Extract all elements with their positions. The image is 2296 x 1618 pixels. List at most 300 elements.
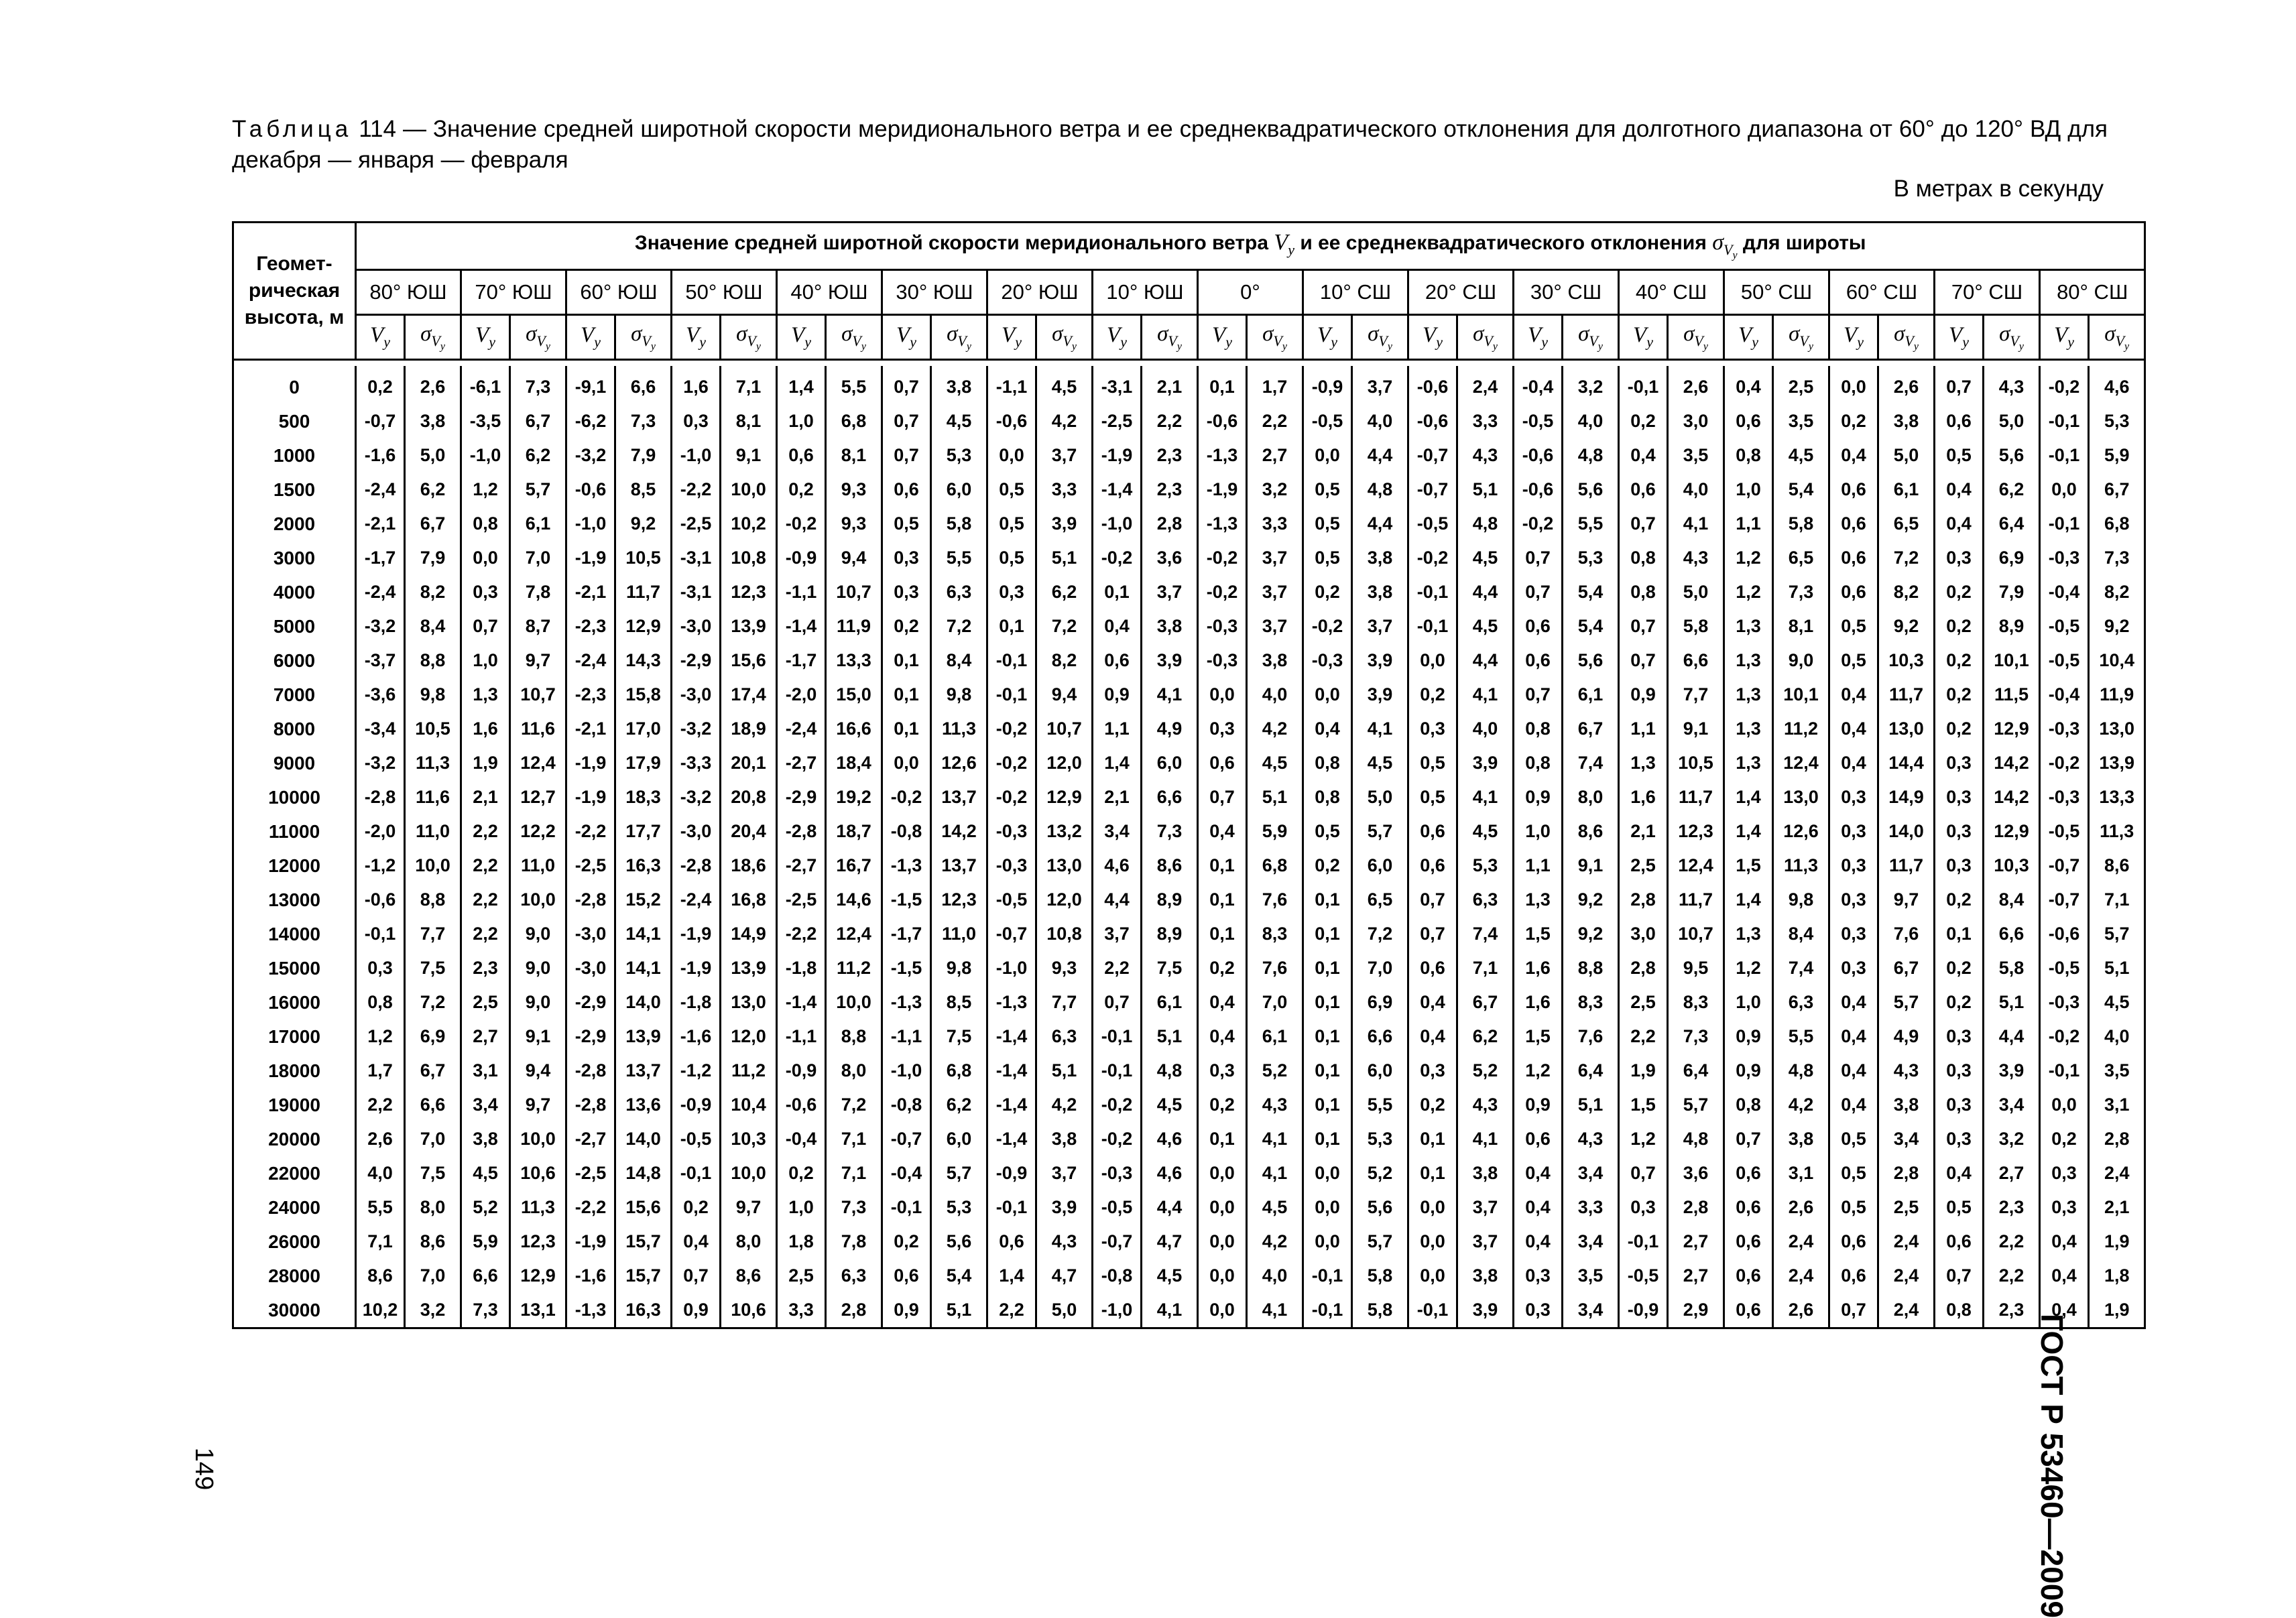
std-deviation-cell: 2,3 (1984, 1293, 2040, 1328)
mean-velocity-cell: -0,2 (1408, 541, 1457, 575)
std-deviation-cell: 11,3 (405, 746, 461, 780)
std-deviation-cell: 5,8 (1984, 951, 2040, 985)
mean-velocity-cell: 3,4 (461, 1088, 510, 1122)
std-deviation-cell: 13,0 (1036, 849, 1093, 883)
mean-velocity-cell: -0,8 (882, 814, 931, 849)
mean-velocity-cell: 0,4 (1829, 1054, 1878, 1088)
table-row (233, 883, 2145, 917)
std-deviation-cell: 5,3 (931, 1190, 987, 1225)
mean-velocity-cell: 0,2 (1198, 951, 1247, 985)
mean-velocity-cell: -0,2 (1514, 507, 1563, 541)
std-deviation-cell: 3,9 (1352, 643, 1408, 678)
mean-velocity-symbol: $V_y$ (2040, 315, 2089, 360)
mean-velocity-cell: 0,6 (1724, 1225, 1773, 1259)
mean-velocity-cell: 0,0 (1829, 366, 1878, 404)
mean-velocity-cell: 0,3 (1829, 883, 1878, 917)
mean-velocity-cell: 0,1 (1408, 1122, 1457, 1156)
std-deviation-cell: 8,6 (405, 1225, 461, 1259)
std-deviation-cell: 1,7 (1247, 366, 1303, 404)
std-deviation-cell: 14,2 (1984, 746, 2040, 780)
height-cell: 30000 (233, 1293, 356, 1328)
mean-velocity-symbol: $V_y$ (777, 315, 826, 360)
std-deviation-cell: 4,0 (1457, 712, 1514, 746)
mean-velocity-cell: -2,7 (777, 746, 826, 780)
std-deviation-cell: 19,2 (826, 780, 882, 814)
std-deviation-cell: 4,4 (1984, 1019, 2040, 1054)
mean-velocity-cell: -0,5 (2040, 643, 2089, 678)
mean-velocity-cell: 0,3 (1514, 1259, 1563, 1293)
mean-velocity-cell: 0,5 (1829, 1190, 1878, 1225)
std-deviation-cell: 4,3 (1036, 1225, 1093, 1259)
mean-velocity-cell: -0,2 (1093, 541, 1142, 575)
std-deviation-cell: 14,2 (931, 814, 987, 849)
mean-velocity-cell: 0,2 (1935, 575, 1984, 609)
std-deviation-cell: 10,1 (1984, 643, 2040, 678)
mean-velocity-cell: 0,2 (1935, 643, 1984, 678)
std-deviation-cell: 13,3 (826, 643, 882, 678)
mean-velocity-cell: -0,7 (987, 917, 1036, 951)
mean-velocity-cell: -1,9 (672, 951, 721, 985)
mean-velocity-cell: 0,8 (461, 507, 510, 541)
std-deviation-cell: 7,1 (826, 1156, 882, 1190)
std-deviation-cell: 6,0 (1142, 746, 1198, 780)
table-row (233, 1088, 2145, 1122)
mean-velocity-cell: -1,3 (882, 985, 931, 1019)
std-deviation-cell: 2,8 (1668, 1190, 1724, 1225)
std-deviation-cell: 20,8 (721, 780, 777, 814)
mean-velocity-cell: 0,4 (1514, 1156, 1563, 1190)
std-deviation-cell: 4,3 (1457, 438, 1514, 473)
std-deviation-cell: 2,3 (1142, 438, 1198, 473)
std-deviation-cell: 7,2 (1036, 609, 1093, 643)
mean-velocity-cell: 0,9 (1514, 780, 1563, 814)
mean-velocity-cell: 0,7 (461, 609, 510, 643)
std-deviation-cell: 1,9 (2089, 1225, 2145, 1259)
mean-velocity-cell: 0,0 (1408, 1225, 1457, 1259)
mean-velocity-cell: 0,7 (1724, 1122, 1773, 1156)
table-row (233, 1293, 2145, 1328)
mean-velocity-cell: 0,5 (882, 507, 931, 541)
mean-velocity-cell: 0,8 (1935, 1293, 1984, 1328)
caption-label: Таблица (232, 116, 353, 142)
mean-velocity-cell: 0,2 (356, 366, 405, 404)
std-deviation-cell: 20,1 (721, 746, 777, 780)
mean-velocity-cell: -2,1 (566, 712, 615, 746)
mean-velocity-cell: 0,6 (1619, 473, 1668, 507)
std-deviation-cell: 1,8 (2089, 1259, 2145, 1293)
std-deviation-symbol: $\sigma_{V_y}$ (931, 315, 987, 360)
mean-velocity-cell: 1,3 (1724, 678, 1773, 712)
mean-velocity-cell: -0,2 (2040, 746, 2089, 780)
std-deviation-cell: 7,1 (826, 1122, 882, 1156)
mean-velocity-cell: 0,6 (1935, 1225, 1984, 1259)
std-deviation-cell: 5,8 (931, 507, 987, 541)
height-cell: 6000 (233, 643, 356, 678)
std-deviation-cell: 4,5 (1142, 1088, 1198, 1122)
latitude-header: 40° ЮШ (777, 270, 882, 315)
height-cell: 16000 (233, 985, 356, 1019)
std-deviation-cell: 4,6 (1142, 1122, 1198, 1156)
mean-velocity-cell: 0,1 (1198, 883, 1247, 917)
caption-number: 114 (359, 116, 396, 142)
mean-velocity-cell: 0,5 (1303, 541, 1352, 575)
std-deviation-cell: 6,6 (1984, 917, 2040, 951)
mean-velocity-cell: 1,6 (1619, 780, 1668, 814)
std-deviation-cell: 11,0 (931, 917, 987, 951)
std-deviation-cell: 6,1 (1142, 985, 1198, 1019)
std-deviation-cell: 9,8 (1773, 883, 1829, 917)
std-deviation-cell: 4,0 (1247, 1259, 1303, 1293)
mean-velocity-cell: -1,6 (566, 1259, 615, 1293)
mean-velocity-cell: -2,1 (356, 507, 405, 541)
std-deviation-cell: 4,2 (1036, 404, 1093, 438)
mean-velocity-cell: -2,9 (566, 1019, 615, 1054)
std-deviation-cell: 9,2 (1563, 917, 1619, 951)
std-deviation-cell: 5,2 (1247, 1054, 1303, 1088)
std-deviation-cell: 18,9 (721, 712, 777, 746)
mean-velocity-cell: 0,0 (1198, 1225, 1247, 1259)
std-deviation-cell: 14,4 (1878, 746, 1935, 780)
mean-velocity-cell: -0,2 (987, 712, 1036, 746)
mean-velocity-cell: -3,4 (356, 712, 405, 746)
mean-velocity-cell: -0,2 (882, 780, 931, 814)
mean-velocity-cell: -2,0 (777, 678, 826, 712)
std-deviation-symbol: $\sigma_{V_y}$ (1036, 315, 1093, 360)
std-deviation-cell: 5,1 (1036, 541, 1093, 575)
units-note: В метрах в секунду (1893, 176, 2104, 202)
std-deviation-cell: 2,6 (1773, 1190, 1829, 1225)
std-deviation-cell: 6,3 (1457, 883, 1514, 917)
mean-velocity-symbol: $V_y$ (1935, 315, 1984, 360)
std-deviation-cell: 6,5 (1773, 541, 1829, 575)
mean-velocity-cell: -0,2 (1093, 1122, 1142, 1156)
std-deviation-cell: 7,0 (510, 541, 566, 575)
std-deviation-cell: 3,9 (1036, 1190, 1093, 1225)
std-deviation-cell: 6,7 (1878, 951, 1935, 985)
latitude-header: 60° СШ (1829, 270, 1935, 315)
mean-velocity-cell: -0,3 (1303, 643, 1352, 678)
std-deviation-cell: 4,5 (1247, 1190, 1303, 1225)
std-deviation-cell: 3,8 (1142, 609, 1198, 643)
mean-velocity-cell: 0,7 (1093, 985, 1142, 1019)
mean-velocity-cell: -0,7 (2040, 883, 2089, 917)
mean-velocity-cell: 1,1 (1093, 712, 1142, 746)
mean-velocity-cell: 0,2 (882, 1225, 931, 1259)
mean-velocity-cell: -3,0 (566, 917, 615, 951)
std-deviation-cell: 2,2 (1984, 1259, 2040, 1293)
std-deviation-cell: 7,3 (2089, 541, 2145, 575)
mean-velocity-cell: 0,4 (1198, 985, 1247, 1019)
std-deviation-cell: 2,1 (2089, 1190, 2145, 1225)
std-deviation-cell: 5,0 (405, 438, 461, 473)
std-deviation-cell: 11,3 (1773, 849, 1829, 883)
std-deviation-cell: 6,9 (405, 1019, 461, 1054)
mean-velocity-cell: 1,0 (777, 1190, 826, 1225)
std-deviation-cell: 9,7 (721, 1190, 777, 1225)
mean-velocity-cell: 0,3 (1935, 780, 1984, 814)
standard-code: ГОСТ Р 53460—2009 (2035, 1314, 2069, 1618)
mean-velocity-cell: -1,8 (672, 985, 721, 1019)
std-deviation-cell: 3,2 (405, 1293, 461, 1328)
std-deviation-cell: 8,9 (1142, 883, 1198, 917)
mean-velocity-cell: -0,5 (2040, 814, 2089, 849)
mean-velocity-cell: 0,3 (1829, 849, 1878, 883)
std-deviation-cell: 7,3 (1773, 575, 1829, 609)
mean-velocity-cell: 0,9 (882, 1293, 931, 1328)
mean-velocity-cell: 2,8 (1619, 951, 1668, 985)
std-deviation-cell: 3,8 (1878, 1088, 1935, 1122)
mean-velocity-cell: -1,4 (987, 1088, 1036, 1122)
mean-velocity-cell: -0,1 (1303, 1293, 1352, 1328)
mean-velocity-cell: 0,2 (672, 1190, 721, 1225)
mean-velocity-cell: 0,7 (1619, 609, 1668, 643)
mean-velocity-cell: -0,4 (882, 1156, 931, 1190)
std-deviation-cell: 4,1 (1457, 678, 1514, 712)
std-deviation-cell: 8,1 (826, 438, 882, 473)
std-deviation-cell: 5,7 (1352, 814, 1408, 849)
table-caption (232, 114, 2108, 176)
mean-velocity-cell: -3,0 (566, 951, 615, 985)
mean-velocity-cell: 0,3 (987, 575, 1036, 609)
std-deviation-cell: 6,4 (1563, 1054, 1619, 1088)
mean-velocity-cell: -1,7 (777, 643, 826, 678)
mean-velocity-cell: 2,1 (1093, 780, 1142, 814)
std-deviation-cell: 5,8 (1668, 609, 1724, 643)
mean-velocity-cell: -0,3 (1093, 1156, 1142, 1190)
mean-velocity-cell: 6,6 (461, 1259, 510, 1293)
mean-velocity-cell: -0,5 (1619, 1259, 1668, 1293)
std-deviation-cell: 2,4 (1773, 1225, 1829, 1259)
mean-velocity-cell: 3,4 (1093, 814, 1142, 849)
std-deviation-cell: 9,7 (510, 1088, 566, 1122)
mean-velocity-cell: 2,1 (461, 780, 510, 814)
mean-velocity-cell: 5,5 (356, 1190, 405, 1225)
std-deviation-cell: 16,8 (721, 883, 777, 917)
std-deviation-cell: 3,4 (1878, 1122, 1935, 1156)
table-row (233, 951, 2145, 985)
height-cell: 19000 (233, 1088, 356, 1122)
std-deviation-cell: 10,7 (1668, 917, 1724, 951)
std-deviation-cell: 10,0 (510, 1122, 566, 1156)
std-deviation-cell: 11,0 (510, 849, 566, 883)
latitude-header: 60° ЮШ (566, 270, 672, 315)
height-column-header: Геомет-рическая высота, м (233, 223, 356, 360)
std-deviation-cell: 10,5 (405, 712, 461, 746)
mean-velocity-cell: 1,4 (777, 366, 826, 404)
std-deviation-cell: 9,8 (405, 678, 461, 712)
mean-velocity-cell: 1,9 (461, 746, 510, 780)
std-deviation-cell: 5,3 (931, 438, 987, 473)
std-deviation-cell: 2,6 (1878, 366, 1935, 404)
std-deviation-cell: 11,7 (615, 575, 672, 609)
mean-velocity-cell: -0,5 (1408, 507, 1457, 541)
mean-velocity-cell: -2,5 (566, 849, 615, 883)
mean-velocity-cell: 1,0 (461, 643, 510, 678)
mean-velocity-cell: 0,1 (882, 678, 931, 712)
std-deviation-cell: 7,5 (405, 951, 461, 985)
std-deviation-cell: 2,6 (405, 366, 461, 404)
std-deviation-cell: 4,8 (1352, 473, 1408, 507)
mean-velocity-cell: 1,8 (777, 1225, 826, 1259)
std-deviation-cell: 3,9 (1036, 507, 1093, 541)
std-deviation-cell: 6,3 (1036, 1019, 1093, 1054)
std-deviation-cell: 2,6 (1668, 366, 1724, 404)
std-deviation-cell: 2,2 (1142, 404, 1198, 438)
std-deviation-cell: 12,4 (1773, 746, 1829, 780)
mean-velocity-cell: 0,7 (1619, 643, 1668, 678)
std-deviation-cell: 9,8 (931, 678, 987, 712)
std-deviation-cell: 4,1 (1142, 1293, 1198, 1328)
group-header-prefix: Значение средней широтной скорости меридионального ветра (634, 232, 1269, 255)
mean-velocity-cell: -2,5 (1093, 404, 1142, 438)
std-deviation-cell: 3,9 (1142, 643, 1198, 678)
std-deviation-cell: 13,9 (721, 609, 777, 643)
std-deviation-cell: 11,3 (2089, 814, 2145, 849)
std-deviation-cell: 8,0 (721, 1225, 777, 1259)
std-deviation-cell: 3,8 (1773, 1122, 1829, 1156)
std-deviation-cell: 8,8 (826, 1019, 882, 1054)
mean-velocity-cell: -1,0 (461, 438, 510, 473)
latitude-header: 70° ЮШ (461, 270, 566, 315)
mean-velocity-cell: 0,9 (1514, 1088, 1563, 1122)
mean-velocity-cell: 0,1 (1198, 1122, 1247, 1156)
mean-velocity-cell: -2,5 (672, 507, 721, 541)
mean-velocity-cell: -2,4 (777, 712, 826, 746)
mean-velocity-cell: 0,6 (1408, 814, 1457, 849)
mean-velocity-cell: 2,5 (461, 985, 510, 1019)
mean-velocity-cell: -1,0 (672, 438, 721, 473)
mean-velocity-cell: 0,1 (1198, 917, 1247, 951)
mean-velocity-cell: -0,1 (2040, 507, 2089, 541)
height-cell: 7000 (233, 678, 356, 712)
std-deviation-cell: 8,8 (405, 643, 461, 678)
std-deviation-cell: 20,4 (721, 814, 777, 849)
std-deviation-cell: 10,3 (721, 1122, 777, 1156)
std-deviation-cell: 2,8 (2089, 1122, 2145, 1156)
mean-velocity-cell: -1,4 (777, 609, 826, 643)
mean-velocity-cell: -0,7 (2040, 849, 2089, 883)
mean-velocity-cell: -9,1 (566, 366, 615, 404)
std-deviation-cell: 12,9 (1984, 712, 2040, 746)
std-deviation-cell: 3,8 (1352, 541, 1408, 575)
mean-velocity-cell: 1,1 (1514, 849, 1563, 883)
std-deviation-symbol: $\sigma_{V_y}$ (721, 315, 777, 360)
mean-velocity-cell: -0,5 (1514, 404, 1563, 438)
height-cell: 13000 (233, 883, 356, 917)
std-deviation-cell: 4,9 (1142, 712, 1198, 746)
std-deviation-cell: 12,6 (931, 746, 987, 780)
std-deviation-cell: 9,3 (1036, 951, 1093, 985)
std-deviation-cell: 8,2 (405, 575, 461, 609)
std-deviation-cell: 3,4 (1563, 1293, 1619, 1328)
mean-velocity-cell: -3,0 (672, 609, 721, 643)
std-deviation-cell: 5,3 (2089, 404, 2145, 438)
std-deviation-cell: 4,0 (1352, 404, 1408, 438)
mean-velocity-cell: -0,4 (777, 1122, 826, 1156)
mean-velocity-cell: 0,8 (1514, 746, 1563, 780)
std-deviation-cell: 8,4 (931, 643, 987, 678)
mean-velocity-cell: -2,9 (672, 643, 721, 678)
std-deviation-cell: 6,1 (510, 507, 566, 541)
mean-velocity-cell: 1,2 (1514, 1054, 1563, 1088)
mean-velocity-cell: 0,8 (1724, 1088, 1773, 1122)
std-deviation-cell: 7,9 (615, 438, 672, 473)
mean-velocity-cell: 0,2 (882, 609, 931, 643)
std-deviation-cell: 6,0 (1352, 849, 1408, 883)
mean-velocity-cell: 0,4 (1724, 366, 1773, 404)
std-deviation-cell: 6,9 (1352, 985, 1408, 1019)
mean-velocity-cell: 1,4 (1724, 814, 1773, 849)
mean-velocity-cell: 1,1 (1619, 712, 1668, 746)
mean-velocity-cell: -0,6 (1514, 438, 1563, 473)
table-row (233, 643, 2145, 678)
mean-velocity-cell: -1,9 (566, 780, 615, 814)
mean-velocity-cell: 1,6 (1514, 985, 1563, 1019)
std-deviation-cell: 14,8 (615, 1156, 672, 1190)
std-deviation-cell: 6,8 (1247, 849, 1303, 883)
std-deviation-cell: 6,6 (615, 366, 672, 404)
mean-velocity-cell: 1,2 (461, 473, 510, 507)
std-deviation-cell: 12,3 (510, 1225, 566, 1259)
std-deviation-cell: 8,3 (1668, 985, 1724, 1019)
mean-velocity-cell: -2,8 (566, 883, 615, 917)
std-deviation-cell: 7,8 (510, 575, 566, 609)
std-deviation-cell: 9,0 (1773, 643, 1829, 678)
mean-velocity-cell: 0,4 (1514, 1225, 1563, 1259)
table-row (233, 1054, 2145, 1088)
mean-velocity-cell: 0,1 (1408, 1156, 1457, 1190)
mean-velocity-cell: 0,2 (1935, 985, 1984, 1019)
std-deviation-cell: 14,1 (615, 917, 672, 951)
std-deviation-cell: 5,6 (1352, 1190, 1408, 1225)
std-deviation-cell: 11,7 (1668, 780, 1724, 814)
mean-velocity-cell: -0,1 (356, 917, 405, 951)
mean-velocity-cell: 0,0 (1198, 1259, 1247, 1293)
std-deviation-cell: 3,4 (1563, 1225, 1619, 1259)
std-deviation-cell: 2,5 (1878, 1190, 1935, 1225)
mean-velocity-cell: 0,1 (987, 609, 1036, 643)
latitude-header: 0° (1198, 270, 1303, 315)
mean-velocity-cell: -3,2 (356, 746, 405, 780)
mean-velocity-cell: 0,0 (2040, 1088, 2089, 1122)
mean-velocity-cell: 1,4 (1724, 883, 1773, 917)
mean-velocity-cell: -1,1 (882, 1019, 931, 1054)
table-row (233, 712, 2145, 746)
mean-velocity-cell: 0,8 (1303, 746, 1352, 780)
mean-velocity-cell: 0,1 (1303, 1054, 1352, 1088)
std-deviation-cell: 6,2 (1036, 575, 1093, 609)
mean-velocity-cell: 1,5 (1724, 849, 1773, 883)
std-deviation-cell: 2,4 (1878, 1225, 1935, 1259)
latitude-header: 20° ЮШ (987, 270, 1093, 315)
std-deviation-cell: 6,8 (931, 1054, 987, 1088)
mean-velocity-cell: 0,3 (2040, 1190, 2089, 1225)
std-deviation-cell: 3,7 (1036, 1156, 1093, 1190)
std-deviation-cell: 13,2 (1036, 814, 1093, 849)
std-deviation-cell: 7,6 (1247, 883, 1303, 917)
std-deviation-cell: 6,1 (1247, 1019, 1303, 1054)
std-deviation-cell: 4,5 (1142, 1259, 1198, 1293)
mean-velocity-cell: 0,2 (1619, 404, 1668, 438)
mean-velocity-cell: -1,4 (987, 1054, 1036, 1088)
mean-velocity-cell: -3,1 (672, 575, 721, 609)
std-deviation-cell: 12,9 (615, 609, 672, 643)
std-deviation-cell: 9,0 (510, 917, 566, 951)
mean-velocity-cell: 0,6 (1408, 849, 1457, 883)
mean-velocity-cell: 2,5 (1619, 849, 1668, 883)
std-deviation-cell: 12,2 (510, 814, 566, 849)
std-deviation-cell: 7,1 (1457, 951, 1514, 985)
